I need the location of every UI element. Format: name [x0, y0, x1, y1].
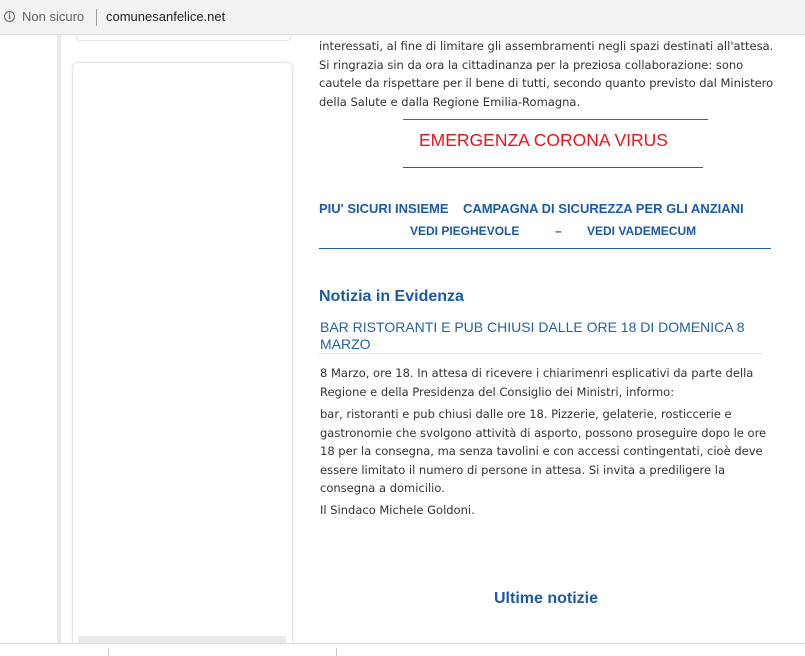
- latest-news-title: Ultime notizie: [494, 590, 599, 607]
- url-text[interactable]: comunesanfelice.net: [106, 9, 226, 24]
- featured-news-title-link[interactable]: BAR RISTORANTI E PUB CHIUSI DALLE ORE 18 DI DOMENICA 8 MARZO: [320, 319, 745, 352]
- info-circle-icon[interactable]: i: [4, 11, 15, 22]
- news-paragraph-1: 8 Marzo, ore 18. In attesa di ricevere i chiarimenri esplicativi da parte della Regione e della Presidenza del Consiglio dei Ministri, informo:: [320, 366, 754, 399]
- campaign-heading-link[interactable]: PIU' SICURI INSIEME CAMPAGNA DI SICUREZZA PER GLI ANZIANI: [319, 201, 744, 216]
- address-separator: [96, 9, 97, 26]
- bottom-bar: [0, 643, 805, 656]
- featured-section-title: Notizia in Evidenza: [319, 288, 464, 305]
- news-title-divider: [319, 353, 762, 354]
- page-content: [0, 35, 805, 643]
- security-status-label[interactable]: Non sicuro: [22, 9, 85, 24]
- news-paragraph-2: bar, ristoranti e pub chiusi dalle ore 18. Pizzerie, gelaterie, rosticcerie e gastronomie che svolgono attività di asporto, possono proseguire dopo le ore 18 per la consegna, ma senza tavolini e con accessi contingentati, cioè deve essere limitato il numero di persone in attesa. Si invita a prediligere la consegna a domicilio.: [320, 407, 767, 495]
- browser-address-bar: [0, 0, 805, 35]
- emergency-top-rule: [403, 119, 708, 120]
- emergency-bottom-rule: [403, 167, 703, 168]
- sidebar-divider: [57, 35, 61, 643]
- emergency-heading[interactable]: EMERGENZA CORONA VIRUS: [419, 130, 668, 150]
- sidebar-panel: [72, 62, 293, 649]
- sidebar-top-box: [76, 35, 291, 41]
- link-vademecum[interactable]: VEDI VADEMECUM: [587, 224, 697, 238]
- link-separator: –: [555, 224, 562, 238]
- article-intro-text: interessati, al fine di limitare gli assembramenti negli spazi destinati all'attesa. Si ringrazia sin da ora la cittadinanza per la preziosa collaborazione: sono cautele da rispettare per il bene di tutti, secondo quanto previsto dal Ministero della Salute e dalla Regione Emilia-Romagna.: [319, 39, 774, 109]
- link-pieghevole[interactable]: VEDI PIEGHEVOLE: [410, 224, 520, 238]
- campaign-bottom-rule: [319, 248, 771, 249]
- news-signature: Il Sindaco Michele Goldoni.: [320, 503, 475, 517]
